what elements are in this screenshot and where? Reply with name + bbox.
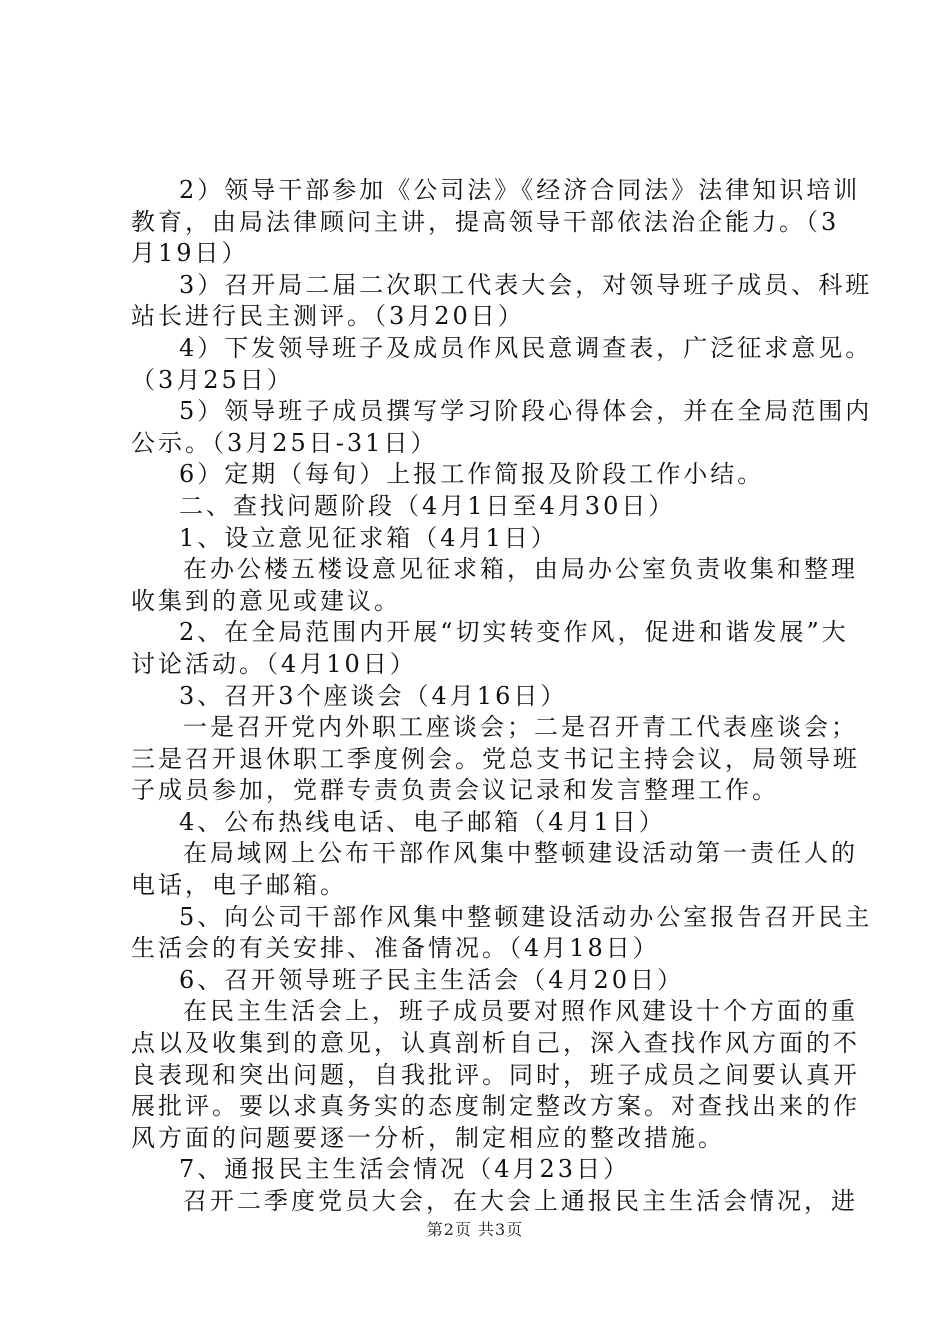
text-line: 在办公楼五楼设意见征求箱，由局办公室负责收集和整理 [183, 555, 858, 584]
text-line: 教育，由局法律顾问主讲，提高领导干部依法治企能力。（3 [131, 207, 840, 236]
text-line: 2、在全局范围内开展“切实转变作风，促进和谐发展”大 [179, 618, 849, 647]
text-line: 3、召开3个座谈会（4月16日） [179, 681, 568, 710]
document-body [131, 175, 873, 1218]
text-line: 月19日） [131, 239, 249, 268]
text-line: 站长进行民主测评。（3月20日） [131, 302, 525, 331]
text-line: 1、设立意见征求箱（4月1日） [179, 523, 558, 552]
text-line: 点以及收集到的意见，认真剖析自己，深入查找作风方面的不 [131, 1029, 860, 1058]
text-line: 2）领导干部参加《公司法》《经济合同法》法律知识培训 [179, 176, 861, 204]
text-line: 收集到的意见或建议。 [131, 586, 401, 615]
text-line: （3月25日） [131, 365, 294, 394]
text-line: 召开二季度党员大会，在大会上通报民主生活会情况，进 [183, 1187, 858, 1215]
text-line: 二、查找问题阶段（4月1日至4月30日） [179, 491, 676, 520]
text-line: 4）下发领导班子及成员作风民意调查表，广泛征求意见。 [179, 333, 873, 362]
text-line: 3）召开局二届二次职工代表大会，对领导班子成员、科班 [179, 270, 873, 299]
text-line: 生活会的有关安排、准备情况。（4月18日） [131, 934, 660, 963]
text-line: 5）领导班子成员撰写学习阶段心得体会，并在全局范围内 [179, 397, 873, 426]
text-line: 三是召开退休职工季度例会。党总支书记主持会议，局领导班 [131, 744, 860, 773]
text-line: 展批评。要以求真务实的态度制定整改方案。对查找出来的作 [131, 1092, 860, 1121]
text-line: 风方面的问题要逐一分析，制定相应的整改措施。 [131, 1123, 725, 1152]
text-line: 7、通报民主生活会情况（4月23日） [179, 1155, 631, 1184]
text-line: 5、向公司干部作风集中整顿建设活动办公室报告召开民主 [179, 902, 873, 931]
text-line: 4、公布热线电话、电子邮箱（4月1日） [179, 807, 666, 836]
text-line: 良表现和突出问题，自我批评。同时，班子成员之间要认真开 [131, 1060, 860, 1089]
text-line: 在局域网上公布干部作风集中整顿建设活动第一责任人的 [183, 839, 858, 868]
text-line: 6、召开领导班子民主生活会（4月20日） [179, 965, 685, 994]
text-line: 一是召开党内外职工座谈会；二是召开青工代表座谈会； [183, 713, 858, 742]
text-line: 公示。（3月25日-31日） [131, 428, 438, 457]
text-line: 电话，电子邮箱。 [131, 871, 347, 900]
text-line: 6）定期（每旬）上报工作简报及阶段工作小结。 [179, 460, 765, 489]
text-line: 讨论活动。（4月10日） [131, 649, 417, 678]
text-line: 子成员参加，党群专责负责会议记录和发言整理工作。 [131, 776, 779, 805]
text-line: 在民主生活会上，班子成员要对照作风建设十个方面的重 [183, 997, 858, 1026]
page-footer: 第2页 共3页 [426, 1220, 524, 1239]
